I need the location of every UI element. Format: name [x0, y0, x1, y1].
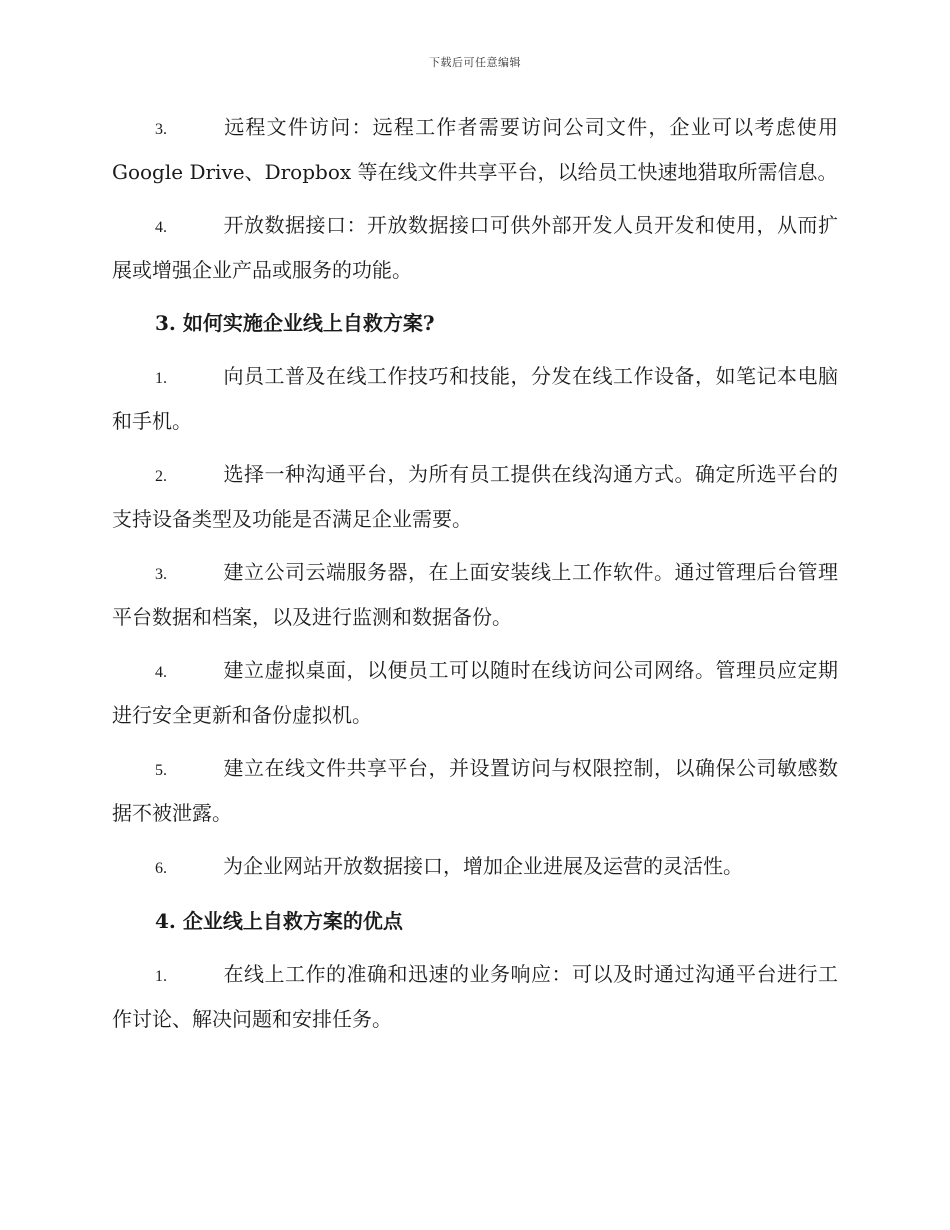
list-item — [112, 845, 838, 890]
list-text: 建立虚拟桌面，以便员工可以随时在线访问公司网络。管理员应定期进行安全更新和备份虚拟机。 — [112, 658, 838, 727]
list-text: 开放数据接口：开放数据接口可供外部开发人员开发和使用，从而扩展或增强企业产品或服务的功能。 — [112, 213, 838, 282]
list-item — [112, 204, 838, 292]
list-text: 建立在线文件共享平台，并设置访问与权限控制，以确保公司敏感数据不被泄露。 — [112, 756, 838, 825]
list-number: 1. — [155, 370, 167, 387]
list-number: 6. — [155, 860, 167, 877]
list-number: 1. — [155, 968, 167, 985]
list-text: 远程文件访问：远程工作者需要访问公司文件，企业可以考虑使用 Google Drive、Dropbox 等在线文件共享平台，以给员工快速地猎取所需信息。 — [112, 115, 838, 184]
list-number: 2. — [155, 468, 167, 485]
list-text: 在线上工作的准确和迅速的业务响应：可以及时通过沟通平台进行工作讨论、解决问题和安排任务。 — [112, 962, 838, 1031]
list-number: 4. — [155, 219, 167, 236]
document-body — [112, 106, 838, 1051]
section-heading: 4. 企业线上自救方案的优点 — [155, 909, 403, 933]
list-item — [112, 649, 838, 737]
list-item — [112, 106, 838, 194]
list-item — [112, 953, 838, 1041]
list-number: 4. — [155, 664, 167, 681]
page-header: 下载后可任意编辑 — [429, 56, 521, 69]
list-text: 为企业网站开放数据接口，增加企业进展及运营的灵活性。 — [223, 854, 743, 878]
list-item — [112, 453, 838, 541]
list-item — [112, 551, 838, 639]
list-number: 3. — [155, 566, 167, 583]
list-text: 向员工普及在线工作技巧和技能，分发在线工作设备，如笔记本电脑和手机。 — [112, 364, 838, 433]
list-text: 建立公司云端服务器，在上面安装线上工作软件。通过管理后台管理平台数据和档案，以及进行监测和数据备份。 — [112, 560, 838, 629]
list-number: 3. — [155, 121, 167, 138]
section-heading: 3. 如何实施企业线上自救方案? — [155, 311, 435, 335]
list-item — [112, 355, 838, 443]
list-number: 5. — [155, 762, 167, 779]
list-text: 选择一种沟通平台，为所有员工提供在线沟通方式。确定所选平台的支持设备类型及功能是否满足企业需要。 — [112, 462, 838, 531]
list-item — [112, 747, 838, 835]
